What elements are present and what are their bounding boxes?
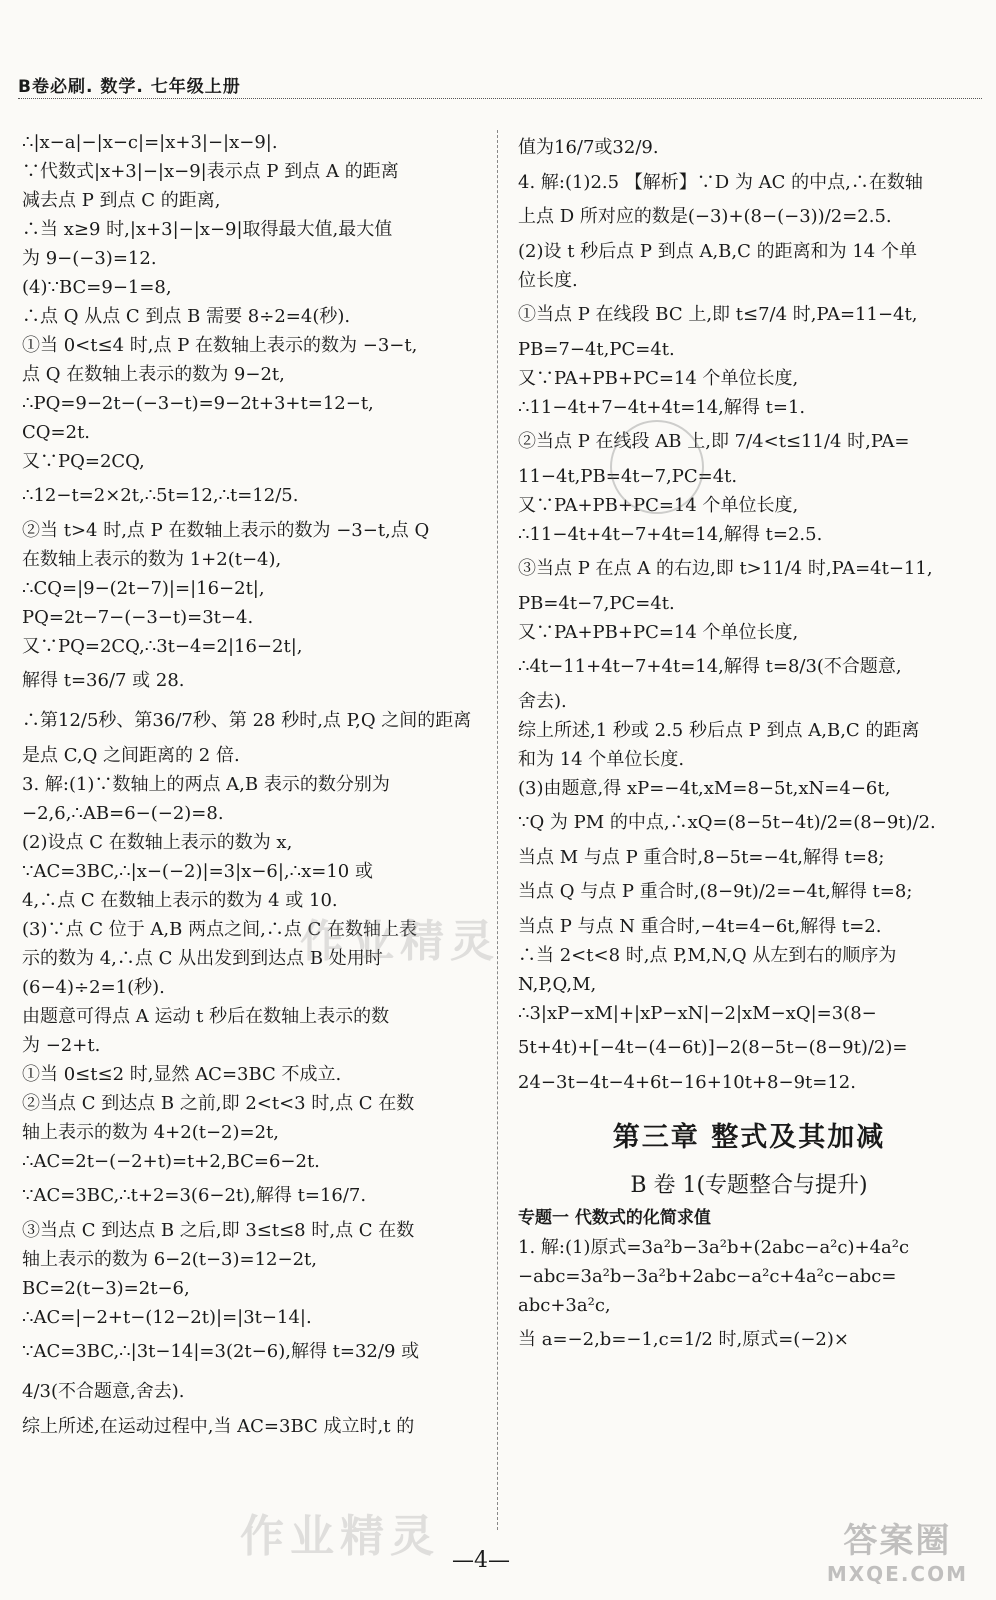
text-line: (3)由题意,得 xP=−4t,xM=8−5t,xN=4−6t, bbox=[518, 778, 891, 799]
text-line: ∴4t−11+4t−7+4t=14,解得 t=8/3(不合题意, bbox=[518, 656, 902, 677]
text-line: 4/3(不合题意,舍去). bbox=[22, 1381, 185, 1402]
text-line: ①当 0≤t≤2 时,显然 AC=3BC 不成立. bbox=[22, 1064, 342, 1085]
text-line: −2,6,∴AB=6−(−2)=8. bbox=[22, 803, 224, 824]
text-line: −abc=3a²b−3a²b+2abc−a²c+4a²c−abc= bbox=[518, 1266, 897, 1287]
text-line: 综上所述,1 秒或 2.5 秒后点 P 到点 A,B,C 的距离 bbox=[518, 720, 920, 741]
text-line: ∴当 2<t<8 时,点 P,M,N,Q 从左到右的顺序为 bbox=[518, 945, 897, 966]
text-line: 示的数为 4,∴点 C 从出发到到达点 B 处用时 bbox=[22, 948, 383, 969]
text-line: 又∵PQ=2CQ, bbox=[22, 451, 145, 472]
text-line: 在数轴上表示的数为 1+2(t−4), bbox=[22, 549, 282, 570]
text-line: 综上所述,在运动过程中,当 AC=3BC 成立时,t 的 bbox=[22, 1416, 415, 1437]
text-line: 上点 D 所对应的数是(−3)+(8−(−3))/2=2.5. bbox=[518, 206, 892, 227]
text-line: 和为 14 个单位长度. bbox=[518, 749, 685, 770]
text-line: ∵AC=3BC,∴t+2=3(6−2t),解得 t=16/7. bbox=[22, 1185, 367, 1206]
stamp-mark bbox=[610, 420, 704, 514]
text-line: CQ=2t. bbox=[22, 422, 91, 443]
text-line: 11−4t,PB=4t−7,PC=4t. bbox=[518, 466, 738, 487]
text-line: 轴上表示的数为 6−2(t−3)=12−2t, bbox=[22, 1249, 317, 1270]
text-line: ∵AC=3BC,∴|x−(−2)|=3|x−6|,∴x=10 或 bbox=[22, 861, 373, 882]
text-line: (4)∵BC=9−1=8, bbox=[22, 277, 172, 298]
left-column bbox=[22, 128, 470, 1441]
right-solution-lines bbox=[518, 128, 980, 1097]
text-line: 1. 解:(1)原式=3a²b−3a²b+(2abc−a²c)+4a²c bbox=[518, 1237, 910, 1258]
text-line: 当点 P 与点 N 重合时,−4t=4−6t,解得 t=2. bbox=[518, 916, 882, 937]
text-line: N,P,Q,M, bbox=[518, 974, 597, 995]
text-line: ∴11−4t+4t−7+4t=14,解得 t=2.5. bbox=[518, 524, 823, 545]
text-line: 由题意可得点 A 运动 t 秒后在数轴上表示的数 bbox=[22, 1006, 390, 1027]
text-line: ③当点 C 到达点 B 之后,即 3≤t≤8 时,点 C 在数 bbox=[22, 1220, 415, 1241]
topic-title: 专题一 代数式的化简求值 bbox=[518, 1208, 711, 1228]
text-line: abc+3a²c, bbox=[518, 1295, 611, 1316]
chapter-title: 第三章 整式及其加减 bbox=[612, 1122, 886, 1153]
text-line: 轴上表示的数为 4+2(t−2)=2t, bbox=[22, 1122, 280, 1143]
right-bottom-lines bbox=[518, 1233, 980, 1360]
text-line: 24−3t−4t−4+6t−16+10t+8−9t=12. bbox=[518, 1072, 856, 1093]
text-line: ③当点 P 在点 A 的右边,即 t>11/4 时,PA=4t−11, bbox=[518, 558, 933, 579]
text-line: 是点 C,Q 之间距离的 2 倍. bbox=[22, 745, 240, 766]
text-line: 又∵PA+PB+PC=14 个单位长度, bbox=[518, 368, 799, 389]
text-line: 为 −2+t. bbox=[22, 1035, 101, 1056]
text-line: (3)∵点 C 位于 A,B 两点之间,∴点 C 在数轴上表 bbox=[22, 919, 418, 940]
text-line: 又∵PQ=2CQ,∴3t−4=2|16−2t|, bbox=[22, 636, 303, 657]
text-line: (2)设点 C 在数轴上表示的数为 x, bbox=[22, 832, 293, 853]
text-line: ②当 t>4 时,点 P 在数轴上表示的数为 −3−t,点 Q bbox=[22, 520, 430, 541]
text-line: ∴11−4t+7−4t+4t=14,解得 t=1. bbox=[518, 397, 806, 418]
text-line: 点 Q 在数轴上表示的数为 9−2t, bbox=[22, 364, 285, 385]
text-line: 当点 M 与点 P 重合时,8−5t=−4t,解得 t=8; bbox=[518, 847, 885, 868]
text-line: 5t+4t)+[−4t−(4−6t)]−2(8−5t−(8−9t)/2)= bbox=[518, 1037, 908, 1058]
text-line: ∵代数式|x+3|−|x−9|表示点 P 到点 A 的距离 bbox=[22, 161, 399, 182]
text-line: 值为16/7或32/9. bbox=[518, 137, 659, 158]
text-line: ∵AC=3BC,∴|3t−14|=3(2t−6),解得 t=32/9 或 bbox=[22, 1341, 420, 1362]
header-rule bbox=[18, 98, 982, 99]
watermark-text: 作业精灵 bbox=[300, 916, 500, 967]
text-line: 又∵PA+PB+PC=14 个单位长度, bbox=[518, 622, 799, 643]
text-line: 位长度. bbox=[518, 270, 578, 291]
watermark-logo-url: MXQE.COM bbox=[826, 1562, 968, 1586]
text-line: PQ=2t−7−(−3−t)=3t−4. bbox=[22, 607, 254, 628]
text-line: BC=2(t−3)=2t−6, bbox=[22, 1278, 190, 1299]
text-line: 舍去). bbox=[518, 691, 567, 712]
text-line: ∴AC=2t−(−2+t)=t+2,BC=6−2t. bbox=[22, 1151, 320, 1172]
text-line: 4. 解:(1)2.5 【解析】∵D 为 AC 的中点,∴在数轴 bbox=[518, 172, 923, 193]
text-line: (2)设 t 秒后点 P 到点 A,B,C 的距离和为 14 个单 bbox=[518, 241, 917, 262]
section-title: B 卷 1(专题整合与提升) bbox=[630, 1173, 868, 1198]
text-line: 又∵PA+PB+PC=14 个单位长度, bbox=[518, 495, 799, 516]
text-line: PB=7−4t,PC=4t. bbox=[518, 339, 675, 360]
text-line: 当点 Q 与点 P 重合时,(8−9t)/2=−4t,解得 t=8; bbox=[518, 881, 913, 902]
text-line: ∴PQ=9−2t−(−3−t)=9−2t+3+t=12−t, bbox=[22, 393, 374, 414]
text-line: ①当点 P 在线段 BC 上,即 t≤7/4 时,PA=11−4t, bbox=[518, 304, 918, 325]
text-line: ∴|x−a|−|x−c|=|x+3|−|x−9|. bbox=[22, 132, 278, 153]
text-line: PB=4t−7,PC=4t. bbox=[518, 593, 675, 614]
text-line: (6−4)÷2=1(秒). bbox=[22, 977, 165, 998]
text-line: 3. 解:(1)∵数轴上的两点 A,B 表示的数分别为 bbox=[22, 774, 390, 795]
right-column bbox=[518, 128, 980, 1360]
text-line: ∴当 x≥9 时,|x+3|−|x−9|取得最大值,最大值 bbox=[22, 219, 393, 240]
text-line: ∵Q 为 PM 的中点,∴xQ=(8−5t−4t)/2=(8−9t)/2. bbox=[518, 812, 936, 833]
text-line: 减去点 P 到点 C 的距离, bbox=[22, 190, 221, 211]
text-line: 当 a=−2,b=−1,c=1/2 时,原式=(−2)× bbox=[518, 1329, 849, 1350]
watermark-logo bbox=[827, 1513, 968, 1586]
text-line: ∴12−t=2×2t,∴5t=12,∴t=12/5. bbox=[22, 485, 299, 506]
text-line: 解得 t=36/7 或 28. bbox=[22, 670, 185, 691]
text-line: ∴点 Q 从点 C 到点 B 需要 8÷2=4(秒). bbox=[22, 306, 351, 327]
text-line: ∴3|xP−xM|+|xP−xN|−2|xM−xQ|=3(8− bbox=[518, 1003, 877, 1024]
text-line: ②当点 P 在线段 AB 上,即 7/4<t≤11/4 时,PA= bbox=[518, 431, 910, 452]
text-line: ∴CQ=|9−(2t−7)|=|16−2t|, bbox=[22, 578, 265, 599]
text-line: ∴第12/5秒、第36/7秒、第 28 秒时,点 P,Q 之间的距离 bbox=[22, 710, 472, 731]
page-number: —4— bbox=[452, 1548, 510, 1573]
watermark-text: 作业精灵 bbox=[240, 1511, 440, 1562]
text-line: 为 9−(−3)=12. bbox=[22, 248, 157, 269]
watermark-logo-text: 答案圈 bbox=[843, 1521, 952, 1561]
text-line: ②当点 C 到达点 B 之前,即 2<t<3 时,点 C 在数 bbox=[22, 1093, 415, 1114]
column-divider bbox=[497, 130, 498, 1530]
text-line: 4,∴点 C 在数轴上表示的数为 4 或 10. bbox=[22, 890, 338, 911]
text-line: ①当 0<t≤4 时,点 P 在数轴上表示的数为 −3−t, bbox=[22, 335, 418, 356]
text-line: ∴AC=|−2+t−(12−2t)|=|3t−14|. bbox=[22, 1307, 312, 1328]
page-header: B卷必刷. 数学. 七年级上册 bbox=[18, 77, 241, 97]
